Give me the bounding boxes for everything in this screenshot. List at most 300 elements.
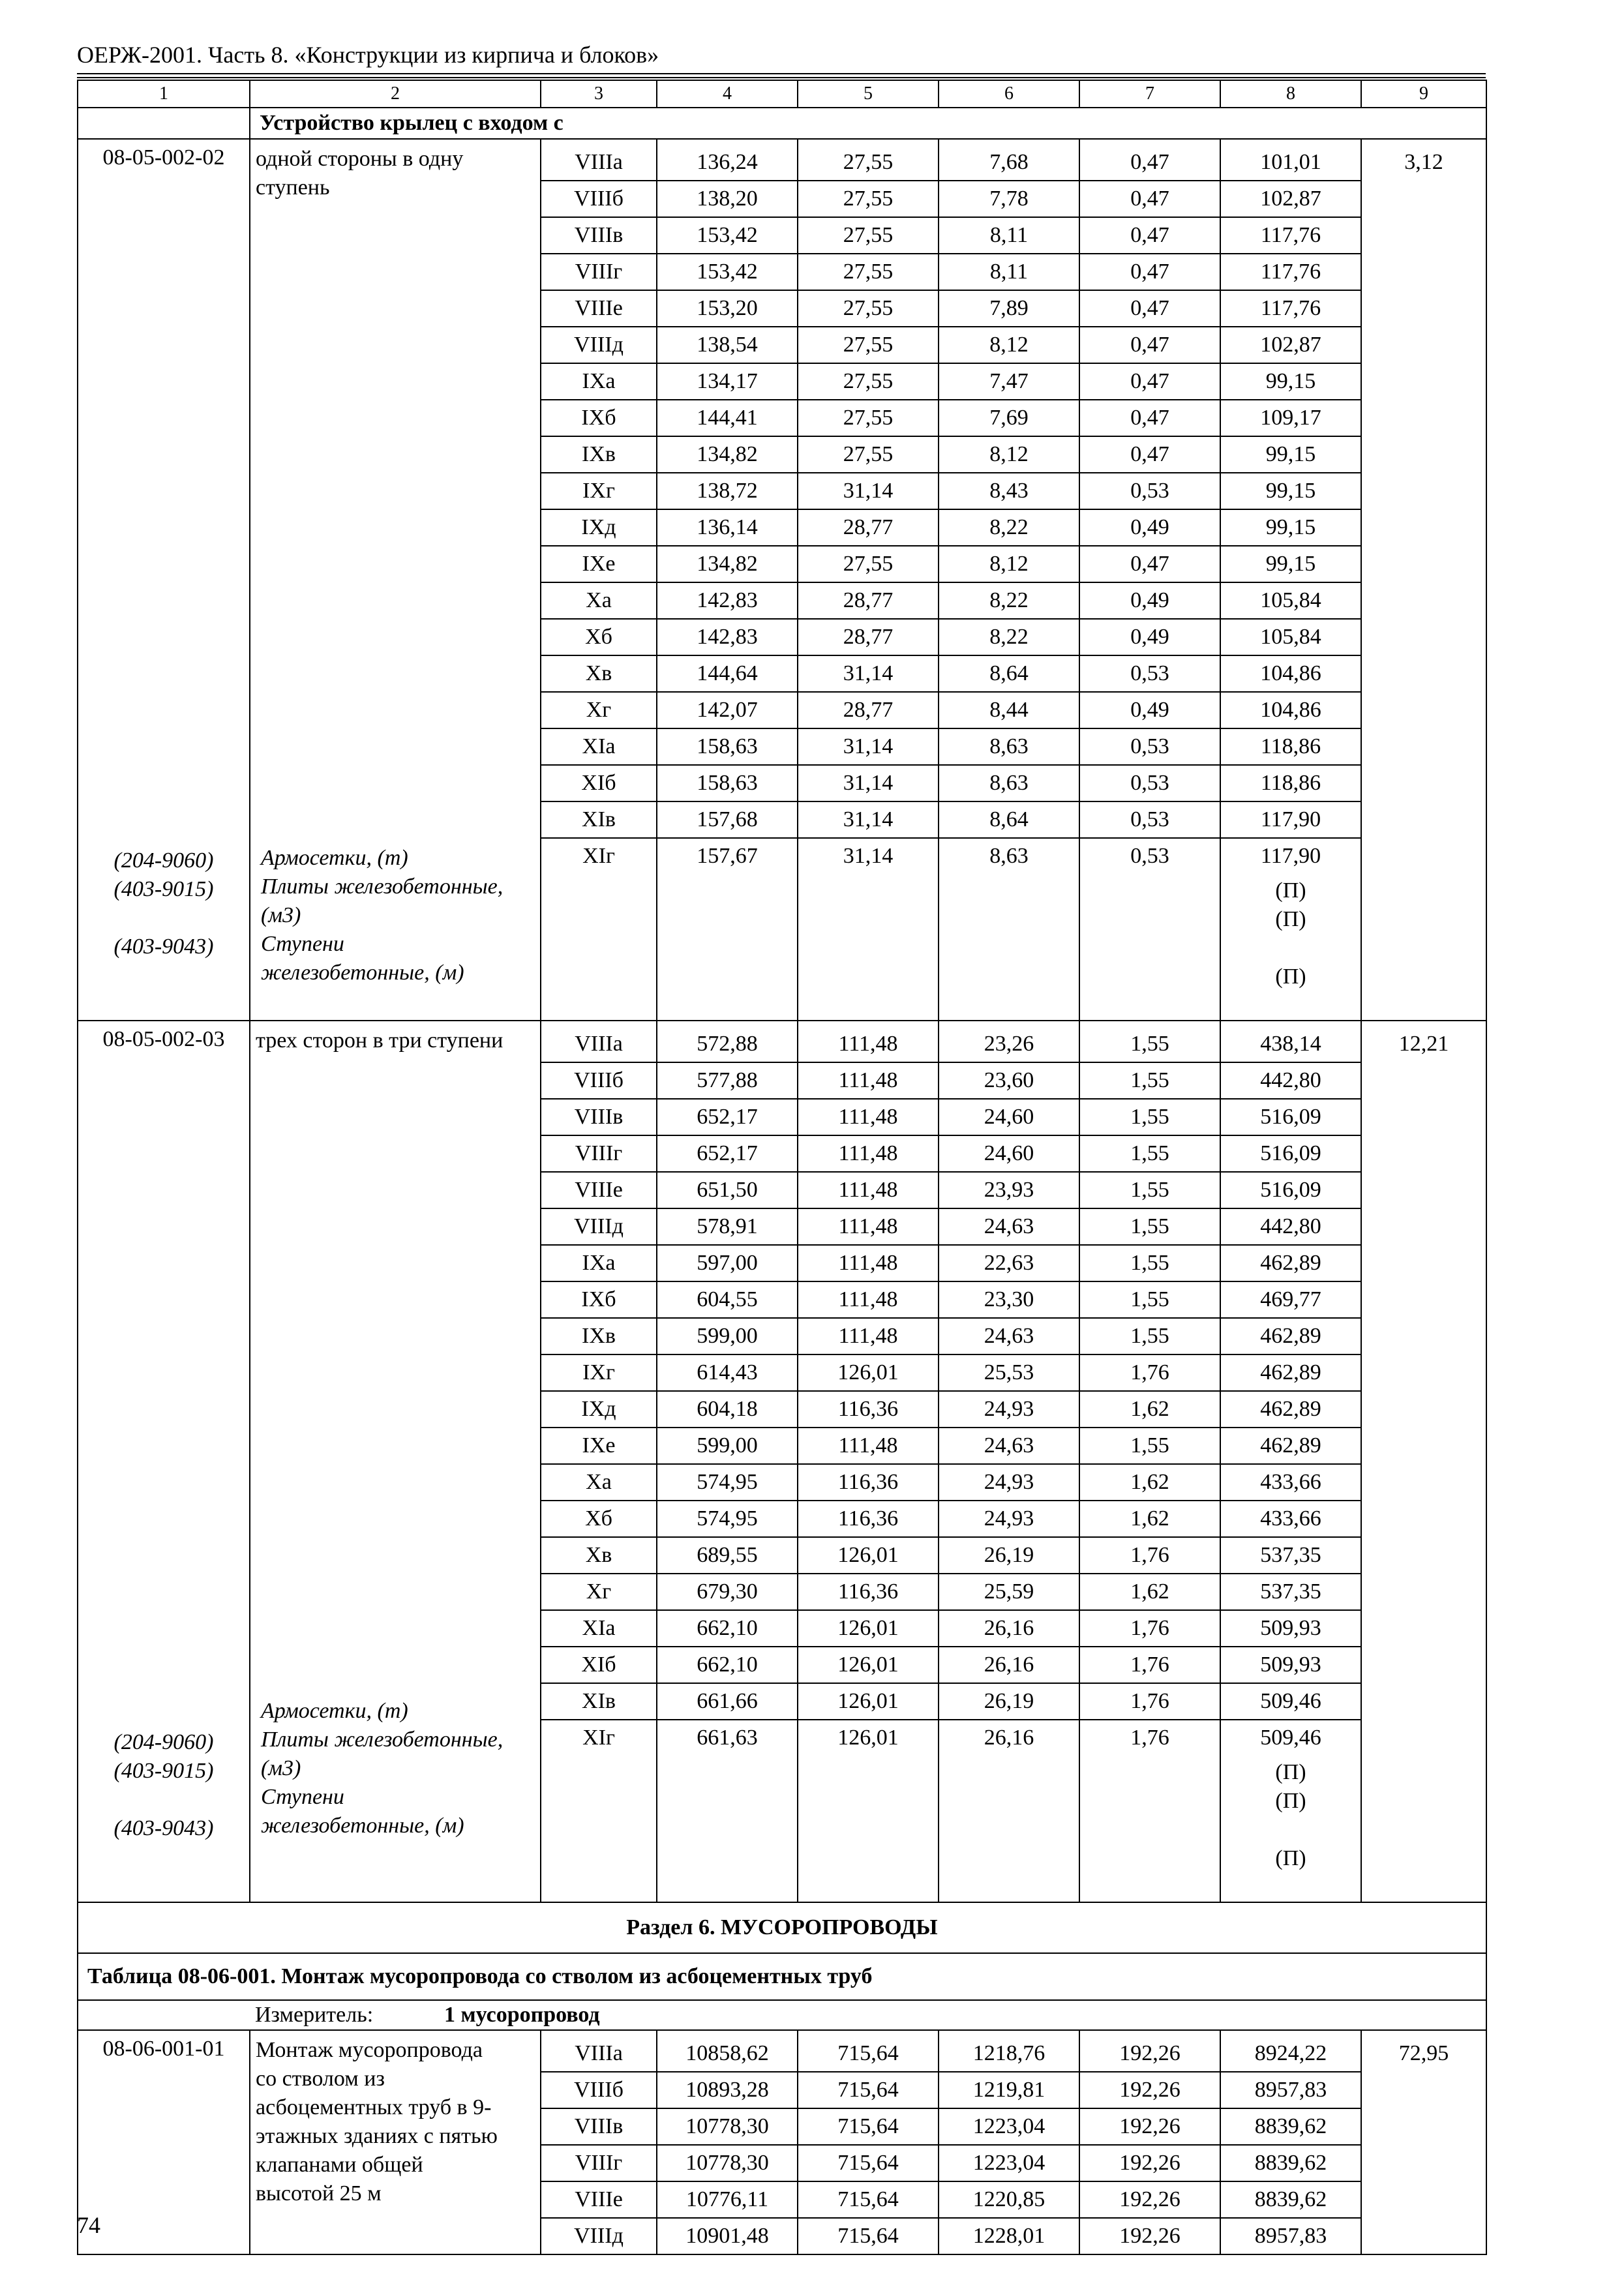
block-code: 08-05-002-03 <box>102 1027 225 1051</box>
machinist-cost: 0,49 <box>1080 583 1220 620</box>
total-cost: 662,10 <box>657 1611 797 1647</box>
zone-code: XIв <box>541 802 656 839</box>
machine-cost: 24,93 <box>939 1501 1079 1538</box>
measure-label: Измеритель: <box>255 2003 374 2027</box>
labor-cost: 31,14 <box>798 802 938 839</box>
machine-cost-column <box>939 2030 1079 2254</box>
block-name-line: клапанами общей <box>256 2153 423 2177</box>
machine-cost: 7,89 <box>939 291 1079 327</box>
total-cost: 158,63 <box>657 729 797 766</box>
machine-cost: 7,68 <box>939 145 1079 181</box>
resource-code: (403-9043) <box>113 935 214 959</box>
machinist-cost: 0,53 <box>1130 844 1169 868</box>
machinist-cost: 192,26 <box>1080 2109 1220 2146</box>
materials-cost: 438,14 <box>1221 1026 1361 1063</box>
machinist-cost: 1,55 <box>1080 1173 1220 1209</box>
total-cost: 136,14 <box>657 510 797 546</box>
materials-cost: 509,46 <box>1260 1726 1321 1750</box>
machine-cost: 8,11 <box>939 254 1079 291</box>
materials-cost: 101,01 <box>1221 145 1361 181</box>
machine-cost: 7,47 <box>939 364 1079 400</box>
total-cost: 679,30 <box>657 1574 797 1611</box>
machine-cost: 8,11 <box>939 218 1079 254</box>
zone-code: IXг <box>541 473 656 510</box>
total-cost: 153,42 <box>657 254 797 291</box>
resource-flag: (П) <box>1275 1760 1306 1784</box>
machinist-cost: 0,47 <box>1080 327 1220 364</box>
zone-code: XIв <box>541 1684 656 1720</box>
machinist-cost: 1,76 <box>1080 1538 1220 1574</box>
name-spacer <box>256 1055 536 1697</box>
zone-code: VIIIд <box>574 2224 624 2248</box>
zone-code: VIIIа <box>541 2036 656 2072</box>
zone-code: XIг <box>582 1726 615 1750</box>
materials-cost: 8839,62 <box>1221 2182 1361 2219</box>
block-name-line: асбоцементных труб в 9- <box>256 2095 492 2119</box>
total-cost: 134,82 <box>657 437 797 473</box>
materials-cost: 509,93 <box>1221 1647 1361 1684</box>
materials-cost: 469,77 <box>1221 1282 1361 1319</box>
zone-code: Xв <box>541 656 656 693</box>
labor-cost: 126,01 <box>798 1684 938 1720</box>
total-cost: 144,64 <box>657 656 797 693</box>
machine-cost: 1218,76 <box>939 2036 1079 2072</box>
machine-cost: 1223,04 <box>939 2109 1079 2146</box>
materials-cost: 509,93 <box>1221 1611 1361 1647</box>
estimate-block <box>78 139 1486 1021</box>
labor-cost: 116,36 <box>798 1574 938 1611</box>
machinist-cost: 1,62 <box>1080 1392 1220 1428</box>
zone-code: VIIIб <box>541 1063 656 1100</box>
machinist-cost: 1,55 <box>1080 1209 1220 1246</box>
materials-cost-column <box>1220 2030 1361 2254</box>
zone-code: VIIIв <box>541 2109 656 2146</box>
machine-cost: 24,60 <box>939 1136 1079 1173</box>
labor-cost: 116,36 <box>798 1392 938 1428</box>
machinist-cost: 0,49 <box>1080 620 1220 656</box>
machine-cost: 8,64 <box>939 656 1079 693</box>
total-cost: 134,17 <box>657 364 797 400</box>
total-cost: 138,20 <box>657 181 797 218</box>
zone-code: VIIIд <box>541 327 656 364</box>
machinist-cost: 0,49 <box>1080 510 1220 546</box>
total-cost: 10858,62 <box>657 2036 797 2072</box>
caption-row <box>78 108 1486 139</box>
machinist-cost: 0,53 <box>1080 729 1220 766</box>
resource-name-line: Плиты железобетонные, <box>261 875 504 899</box>
zone-code: VIIIе <box>541 2182 656 2219</box>
total-cost: 153,42 <box>657 218 797 254</box>
block-code-cell <box>78 2030 250 2254</box>
measure-row <box>78 2000 1486 2030</box>
materials-cost: 509,46 <box>1221 1684 1361 1720</box>
machine-cost: 26,16 <box>939 1611 1079 1647</box>
machine-cost: 24,63 <box>939 1319 1079 1355</box>
machinist-cost: 192,26 <box>1080 2072 1220 2109</box>
estimate-block <box>78 1021 1486 1902</box>
total-cost: 689,55 <box>657 1538 797 1574</box>
resource-code: (204-9060) <box>113 848 214 873</box>
machinist-cost: 192,26 <box>1080 2036 1220 2072</box>
labor-cost: 27,55 <box>798 400 938 437</box>
machine-cost: 8,12 <box>939 437 1079 473</box>
zone-code: Xг <box>541 1574 656 1611</box>
materials-cost: 102,87 <box>1221 181 1361 218</box>
zone-code: VIIIв <box>541 1100 656 1136</box>
labor-cost: 27,55 <box>798 254 938 291</box>
total-cost: 144,41 <box>657 400 797 437</box>
machine-cost: 8,63 <box>939 766 1079 802</box>
materials-cost-column <box>1220 139 1361 1021</box>
caption-spacer <box>78 108 250 139</box>
total-cost: 10776,11 <box>657 2182 797 2219</box>
total-cost: 157,67 <box>697 844 758 868</box>
block-name: трех сторон в три ступени <box>256 1028 504 1053</box>
labor-cost: 27,55 <box>798 181 938 218</box>
labor-cost: 27,55 <box>798 291 938 327</box>
resource-flag: (П) <box>1275 1846 1306 1870</box>
total-cost: 157,68 <box>657 802 797 839</box>
materials-cost: 433,66 <box>1221 1465 1361 1501</box>
total-cost: 661,63 <box>697 1726 758 1750</box>
labor-cost: 715,64 <box>837 2224 899 2248</box>
machine-cost: 25,53 <box>939 1355 1079 1392</box>
zone-code: IXд <box>541 510 656 546</box>
machine-cost: 8,44 <box>939 693 1079 729</box>
materials-cost: 117,90 <box>1221 802 1361 839</box>
machinist-cost: 1,76 <box>1080 1647 1220 1684</box>
materials-cost: 537,35 <box>1221 1574 1361 1611</box>
total-cost: 138,54 <box>657 327 797 364</box>
machine-cost: 1228,01 <box>972 2224 1045 2248</box>
materials-cost: 8839,62 <box>1221 2109 1361 2146</box>
block-code: 08-06-001-01 <box>102 2037 225 2061</box>
resource-code: (403-9015) <box>113 877 214 901</box>
section-title-row <box>78 1902 1486 1953</box>
column-number: 4 <box>657 80 798 108</box>
machinist-cost: 0,47 <box>1080 145 1220 181</box>
total-cost: 574,95 <box>657 1465 797 1501</box>
labor-cost-column <box>798 2030 939 2254</box>
resource-code: (204-9060) <box>113 1730 214 1754</box>
labor-cost: 126,01 <box>798 1647 938 1684</box>
code-spacer <box>78 1053 249 1728</box>
table-title-row <box>78 1953 1486 2000</box>
labor-cost: 27,55 <box>798 218 938 254</box>
labor-cost: 116,36 <box>798 1465 938 1501</box>
machinist-cost: 0,47 <box>1080 546 1220 583</box>
machinist-cost: 1,62 <box>1080 1501 1220 1538</box>
labor-cost: 111,48 <box>798 1173 938 1209</box>
resource-code: (403-9015) <box>113 1759 214 1783</box>
zone-code: VIIIа <box>541 145 656 181</box>
total-cost: 10778,30 <box>657 2146 797 2182</box>
materials-cost: 104,86 <box>1221 693 1361 729</box>
total-cost: 652,17 <box>657 1100 797 1136</box>
labor-cost: 111,48 <box>798 1063 938 1100</box>
machinist-cost: 0,47 <box>1080 181 1220 218</box>
labor-cost: 111,48 <box>798 1136 938 1173</box>
labor-cost: 27,55 <box>798 327 938 364</box>
code-spacer <box>78 171 249 846</box>
total-cost: 158,63 <box>657 766 797 802</box>
labor-cost: 31,14 <box>843 844 894 868</box>
total-cost: 572,88 <box>657 1026 797 1063</box>
labor-cost: 126,01 <box>798 1538 938 1574</box>
machinist-cost: 1,55 <box>1080 1428 1220 1465</box>
labor-cost: 111,48 <box>798 1246 938 1282</box>
column-9-cell <box>1361 139 1486 1021</box>
labor-cost: 116,36 <box>798 1501 938 1538</box>
zone-code: IXд <box>541 1392 656 1428</box>
machinist-cost: 0,47 <box>1080 364 1220 400</box>
machinist-cost: 0,47 <box>1080 218 1220 254</box>
machine-cost: 26,16 <box>984 1726 1034 1750</box>
labor-cost-column <box>798 139 939 1021</box>
zone-code: VIIIа <box>541 1026 656 1063</box>
total-cost-column <box>657 1021 798 1902</box>
materials-cost: 109,17 <box>1221 400 1361 437</box>
machinist-cost: 1,76 <box>1080 1355 1220 1392</box>
total-cost: 10893,28 <box>657 2072 797 2109</box>
zone-code: Xв <box>541 1538 656 1574</box>
zone-code: VIIIг <box>541 254 656 291</box>
machine-cost-column <box>939 1021 1079 1902</box>
column-number: 2 <box>250 80 541 108</box>
total-cost: 574,95 <box>657 1501 797 1538</box>
block-name: одной стороны в одну ступень <box>256 147 464 200</box>
block-name-line: Монтаж мусоропровода <box>256 2038 483 2062</box>
machinist-cost: 1,76 <box>1080 1684 1220 1720</box>
materials-cost: 442,80 <box>1221 1209 1361 1246</box>
machinist-cost: 0,53 <box>1080 766 1220 802</box>
column-9-value: 72,95 <box>1398 2041 1449 2065</box>
zone-code: Xа <box>541 583 656 620</box>
machine-cost: 1219,81 <box>939 2072 1079 2109</box>
materials-cost: 102,87 <box>1221 327 1361 364</box>
labor-cost: 715,64 <box>798 2036 938 2072</box>
total-cost: 577,88 <box>657 1063 797 1100</box>
materials-cost: 99,15 <box>1221 473 1361 510</box>
total-cost: 136,24 <box>657 145 797 181</box>
machinist-cost: 1,55 <box>1080 1136 1220 1173</box>
resource-name-line: Армосетки, (т) <box>261 1699 408 1723</box>
materials-cost: 104,86 <box>1221 656 1361 693</box>
materials-cost: 99,15 <box>1221 546 1361 583</box>
machine-cost: 24,63 <box>939 1428 1079 1465</box>
zone-code: IXб <box>541 1282 656 1319</box>
materials-cost: 462,89 <box>1221 1319 1361 1355</box>
total-cost: 138,72 <box>657 473 797 510</box>
machine-cost: 8,12 <box>939 327 1079 364</box>
machine-cost: 25,59 <box>939 1574 1079 1611</box>
materials-cost: 117,76 <box>1221 218 1361 254</box>
column-9-value: 12,21 <box>1398 1032 1449 1056</box>
zone-code: VIIIб <box>541 2072 656 2109</box>
materials-cost-column <box>1220 1021 1361 1902</box>
machine-cost: 24,60 <box>939 1100 1079 1136</box>
block-name-cell <box>250 139 541 1021</box>
machine-cost: 8,22 <box>939 583 1079 620</box>
machine-cost: 8,64 <box>939 802 1079 839</box>
materials-cost: 462,89 <box>1221 1246 1361 1282</box>
zone-code: XIг <box>582 844 615 868</box>
machinist-cost: 192,26 <box>1080 2182 1220 2219</box>
machinist-cost: 0,53 <box>1080 473 1220 510</box>
estimate-table <box>77 80 1487 2255</box>
materials-cost: 99,15 <box>1221 437 1361 473</box>
block-name-cell <box>250 2030 541 2254</box>
labor-cost: 31,14 <box>798 766 938 802</box>
total-cost-column <box>657 2030 798 2254</box>
machine-cost: 8,63 <box>989 844 1029 868</box>
labor-cost: 111,48 <box>798 1428 938 1465</box>
zone-code-column <box>541 139 657 1021</box>
total-cost: 604,55 <box>657 1282 797 1319</box>
machine-cost: 26,19 <box>939 1684 1079 1720</box>
zone-code-column <box>541 1021 657 1902</box>
labor-cost: 715,64 <box>798 2146 938 2182</box>
materials-cost: 462,89 <box>1221 1428 1361 1465</box>
labor-cost: 27,55 <box>798 364 938 400</box>
materials-cost: 117,76 <box>1221 291 1361 327</box>
labor-cost: 28,77 <box>798 510 938 546</box>
materials-cost: 8839,62 <box>1221 2146 1361 2182</box>
materials-cost: 99,15 <box>1221 510 1361 546</box>
labor-cost: 126,01 <box>837 1726 899 1750</box>
machinist-cost: 1,55 <box>1080 1282 1220 1319</box>
machine-cost: 23,60 <box>939 1063 1079 1100</box>
column-9-cell <box>1361 1021 1486 1902</box>
machine-cost: 1223,04 <box>939 2146 1079 2182</box>
resource-name-line: Плиты железобетонные, <box>261 1728 504 1752</box>
block-code: 08-05-002-02 <box>102 145 225 170</box>
materials-cost: 516,09 <box>1221 1136 1361 1173</box>
machine-cost: 24,93 <box>939 1392 1079 1428</box>
resource-flag: (П) <box>1275 878 1306 903</box>
total-cost: 614,43 <box>657 1355 797 1392</box>
total-cost: 142,07 <box>657 693 797 729</box>
materials-cost: 516,09 <box>1221 1100 1361 1136</box>
machinist-cost-column <box>1079 2030 1220 2254</box>
measure-value: 1 мусоропровод <box>444 2003 600 2027</box>
labor-cost: 31,14 <box>798 729 938 766</box>
table-title: Таблица 08-06-001. Монтаж мусоропровода со стволом из асбоцементных труб <box>78 1953 1486 2000</box>
estimate-block <box>78 2030 1486 2254</box>
table-body-lower <box>78 1902 1486 2254</box>
materials-cost: 118,86 <box>1221 729 1361 766</box>
machine-cost: 7,69 <box>939 400 1079 437</box>
total-cost: 651,50 <box>657 1173 797 1209</box>
running-header: ОЕРЖ-2001. Часть 8. «Конструкции из кирпича и блоков» <box>77 42 659 68</box>
machine-cost: 1220,85 <box>939 2182 1079 2219</box>
zone-code: VIIIв <box>541 218 656 254</box>
labor-cost: 111,48 <box>798 1319 938 1355</box>
labor-cost: 111,48 <box>798 1209 938 1246</box>
table-body-upper <box>78 80 1486 1902</box>
section-title: Раздел 6. МУСОРОПРОВОДЫ <box>78 1902 1486 1953</box>
materials-cost: 8924,22 <box>1221 2036 1361 2072</box>
zone-code: XIб <box>541 1647 656 1684</box>
total-cost: 652,17 <box>657 1136 797 1173</box>
header-rule-bottom <box>77 77 1486 78</box>
resource-name-line: железобетонные, (м) <box>261 961 464 985</box>
total-cost: 142,83 <box>657 620 797 656</box>
materials-cost: 105,84 <box>1221 620 1361 656</box>
machinist-cost: 0,49 <box>1080 693 1220 729</box>
zone-code: IXе <box>541 1428 656 1465</box>
materials-cost: 537,35 <box>1221 1538 1361 1574</box>
labor-cost: 31,14 <box>798 656 938 693</box>
materials-cost: 442,80 <box>1221 1063 1361 1100</box>
total-cost: 153,20 <box>657 291 797 327</box>
column-number: 9 <box>1361 80 1486 108</box>
machinist-cost: 1,55 <box>1080 1026 1220 1063</box>
labor-cost: 28,77 <box>798 583 938 620</box>
block-name-line: этажных зданиях с пятью <box>256 2124 498 2148</box>
machine-cost: 8,63 <box>939 729 1079 766</box>
zone-code: Xб <box>541 1501 656 1538</box>
total-cost: 10778,30 <box>657 2109 797 2146</box>
zone-code: IXа <box>541 364 656 400</box>
column-number: 5 <box>798 80 939 108</box>
labor-cost: 126,01 <box>798 1355 938 1392</box>
zone-code: VIIIг <box>541 1136 656 1173</box>
machinist-cost: 1,55 <box>1080 1246 1220 1282</box>
labor-cost: 111,48 <box>798 1026 938 1063</box>
labor-cost: 27,55 <box>798 546 938 583</box>
total-cost: 597,00 <box>657 1246 797 1282</box>
column-number: 1 <box>78 80 250 108</box>
zone-code: XIа <box>541 1611 656 1647</box>
zone-code: XIа <box>541 729 656 766</box>
machine-cost-column <box>939 139 1079 1021</box>
resource-flag: (П) <box>1275 907 1306 931</box>
zone-code: VIIIд <box>541 1209 656 1246</box>
machinist-cost: 1,62 <box>1080 1574 1220 1611</box>
column-number: 3 <box>541 80 657 108</box>
block-name-cell <box>250 1021 541 1902</box>
labor-cost: 715,64 <box>798 2182 938 2219</box>
zone-code-column <box>541 2030 657 2254</box>
labor-cost: 28,77 <box>798 620 938 656</box>
machinist-cost-column <box>1079 139 1220 1021</box>
total-cost: 142,83 <box>657 583 797 620</box>
zone-code: VIIIе <box>541 1173 656 1209</box>
column-number: 6 <box>939 80 1079 108</box>
total-cost: 599,00 <box>657 1428 797 1465</box>
labor-cost-column <box>798 1021 939 1902</box>
machinist-cost-column <box>1079 1021 1220 1902</box>
zone-code: VIIIг <box>541 2146 656 2182</box>
materials-cost: 99,15 <box>1221 364 1361 400</box>
labor-cost: 27,55 <box>798 437 938 473</box>
zone-code: Xа <box>541 1465 656 1501</box>
resource-name-line: Ступени <box>261 932 344 956</box>
machine-cost: 8,43 <box>939 473 1079 510</box>
machinist-cost: 0,47 <box>1080 254 1220 291</box>
machinist-cost: 1,55 <box>1080 1063 1220 1100</box>
labor-cost: 28,77 <box>798 693 938 729</box>
total-cost: 599,00 <box>657 1319 797 1355</box>
measure-cell <box>250 2000 1486 2030</box>
materials-cost: 105,84 <box>1221 583 1361 620</box>
resource-code: (403-9043) <box>113 1816 214 1840</box>
block-name-line: высотой 25 м <box>256 2181 382 2206</box>
materials-cost: 462,89 <box>1221 1392 1361 1428</box>
column-number: 8 <box>1220 80 1361 108</box>
machinist-cost: 0,47 <box>1080 400 1220 437</box>
